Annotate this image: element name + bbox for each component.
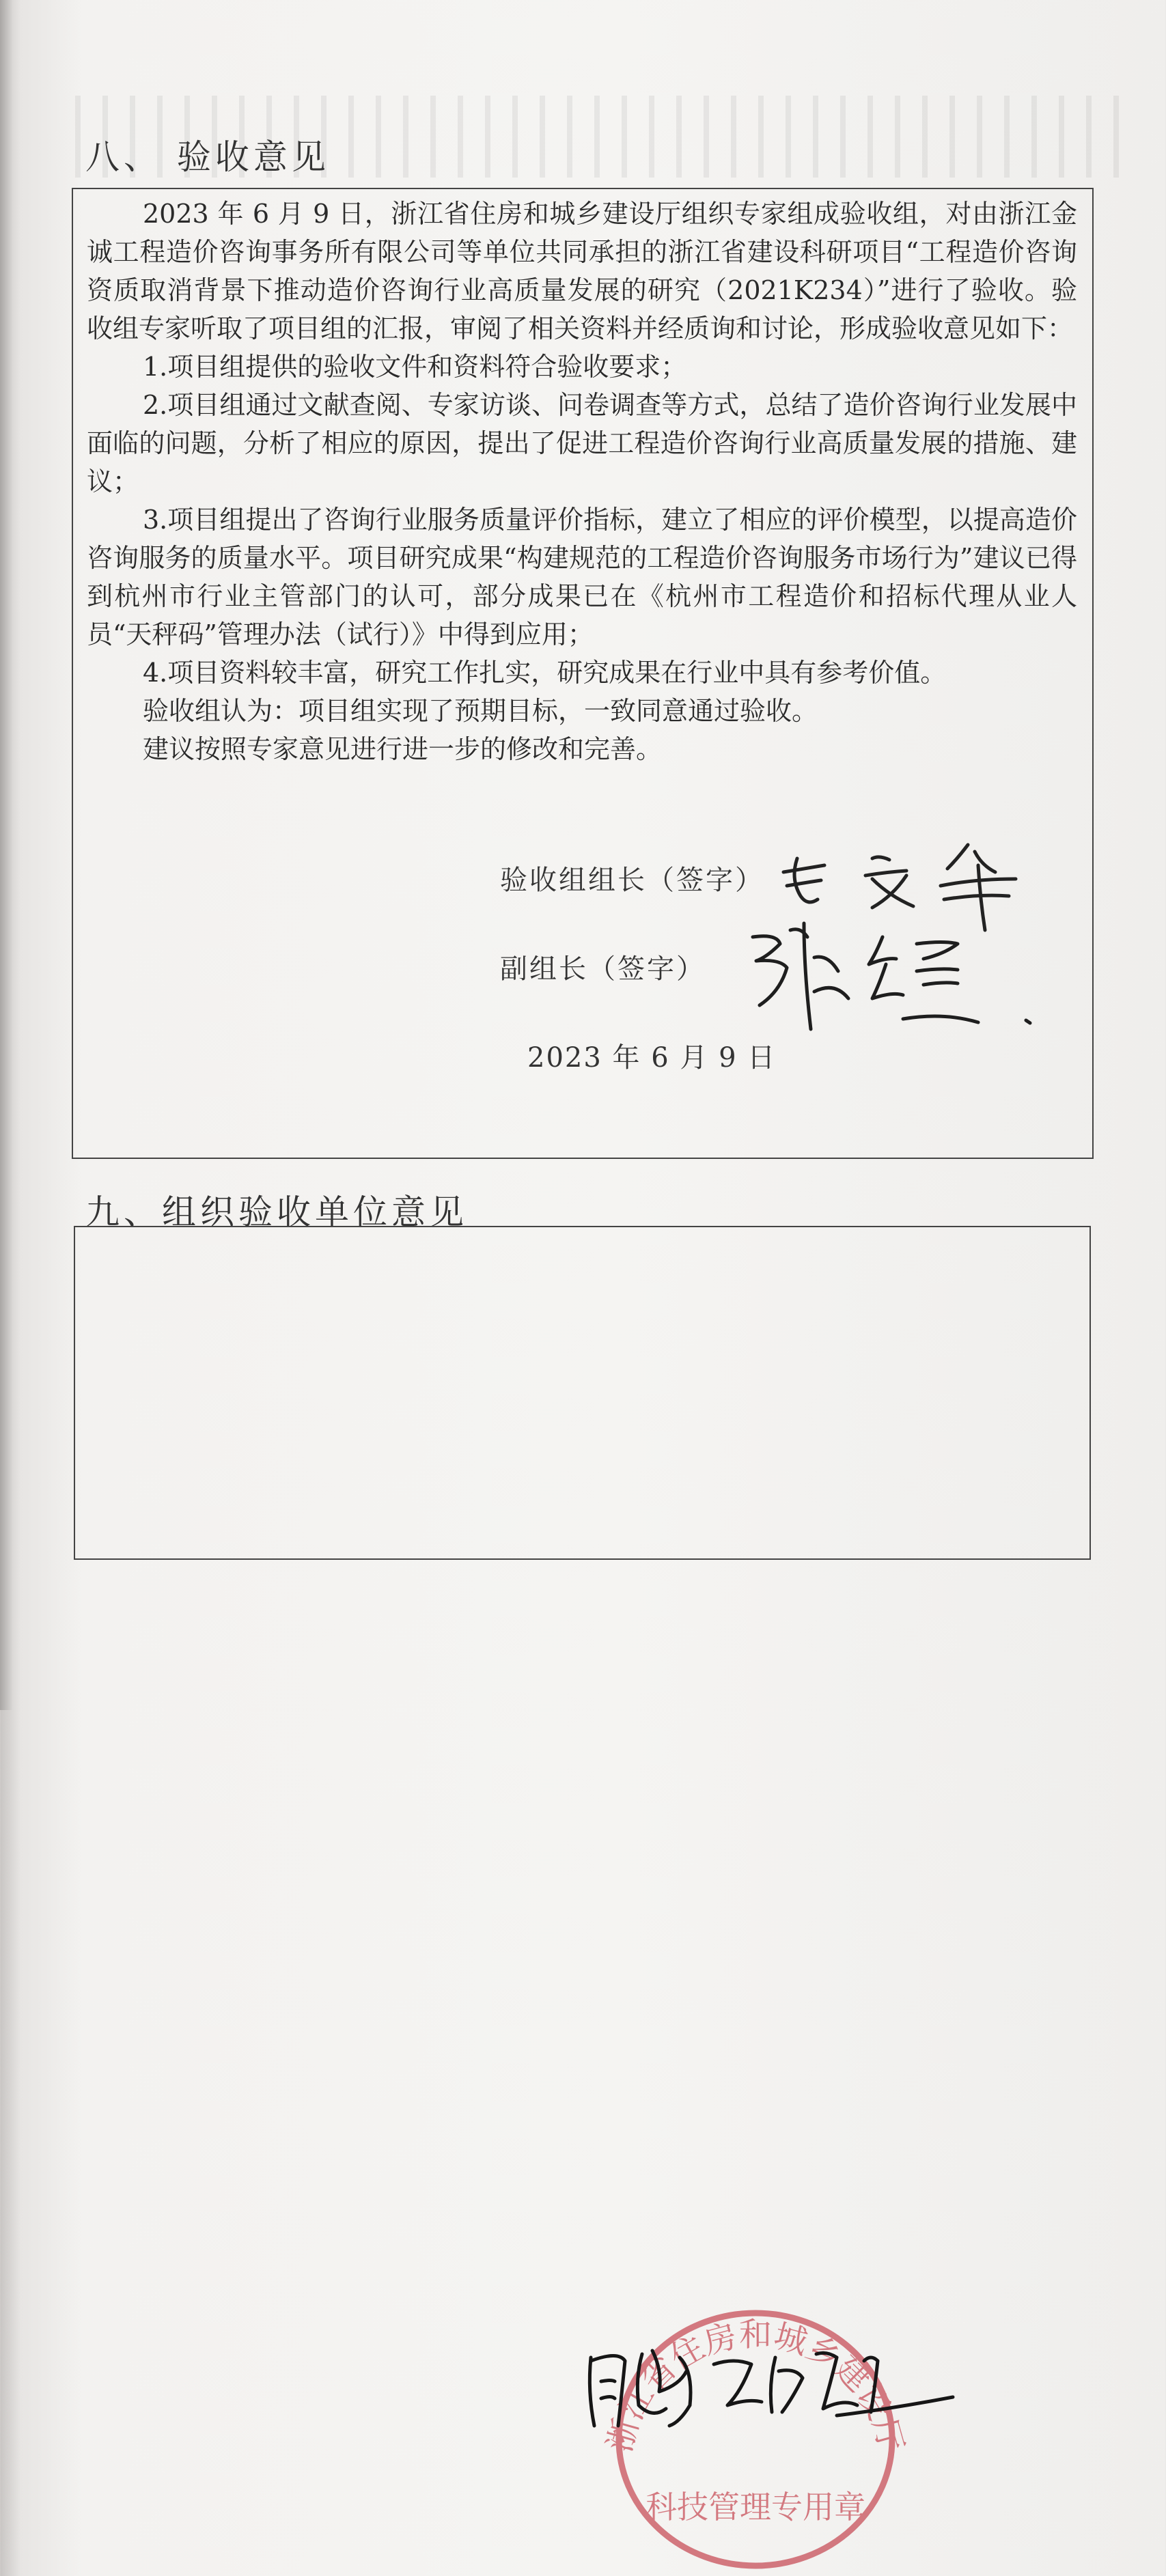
acceptance-body bbox=[87, 195, 1077, 768]
deputy-signature-label: 副组长（签字） bbox=[500, 953, 706, 985]
seal-top-text: 浙江省住房和城乡建设厅 bbox=[601, 2316, 910, 2456]
paragraph-item-2: 2.项目组通过文献查阅、专家访谈、问卷调查等方式，总结了造价咨询行业发展中面临的问题，分析了相应的原因，提出了促进工程造价咨询行业高质量发展的措施、建议； bbox=[87, 390, 1077, 496]
paragraph-suggestion: 建议按照专家意见进行进一步的修改和完善。 bbox=[143, 734, 663, 764]
organizer-opinion-box bbox=[74, 1226, 1091, 2525]
paragraph-item-4: 4.项目资料较丰富，研究工作扎实，研究成果在行业中具有参考价值。 bbox=[143, 658, 947, 688]
seal-bottom-text: 科技管理专用章 bbox=[646, 2490, 865, 2525]
leader-signature-label: 验收组组长（签字） bbox=[500, 865, 764, 896]
paragraph-conclusion: 验收组认为：项目组实现了预期目标，一致同意通过验收。 bbox=[143, 696, 818, 726]
paragraph-intro: 2023 年 6 月 9 日，浙江省住房和城乡建设厅组织专家组成验收组，对由浙江金诚工程造价咨询事务所有限公司等单位共同承担的浙江省建设科研项目“工程造价咨询资质取消背景下推动造价咨询行业高质量发展的研究（2021K234）”进行了验收。验收组专家听取了项目组的汇报，审阅了相关资料并经质询和讨论，形成验收意见如下： bbox=[87, 199, 1077, 344]
section-heading-acceptance: 八、 验收意见 bbox=[85, 137, 330, 177]
organizer-handwritten-signature bbox=[577, 2330, 960, 2446]
deputy-handwritten-signature bbox=[739, 916, 1053, 1036]
signature-date: 2023 年 6 月 9 日 bbox=[527, 1042, 777, 1074]
paragraph-item-3: 3.项目组提出了咨询行业服务质量评价指标，建立了相应的评价模型，以提高造价咨询服务的质量水平。项目研究成果“构建规范的工程造价咨询服务市场行为”建议已得到杭州市行业主管部门的认可，部分成果已在《杭州市工程造价和招标代理从业人员“天秤码”管理办法（试行）》中得到应用； bbox=[87, 505, 1077, 649]
section-heading-organizer: 九、组织验收单位意见 bbox=[85, 1192, 468, 1232]
paragraph-item-1: 1.项目组提供的验收文件和资料符合验收要求； bbox=[143, 352, 687, 382]
acceptance-opinion-box bbox=[72, 188, 1094, 1159]
page-edge-shadow bbox=[0, 0, 12, 1710]
